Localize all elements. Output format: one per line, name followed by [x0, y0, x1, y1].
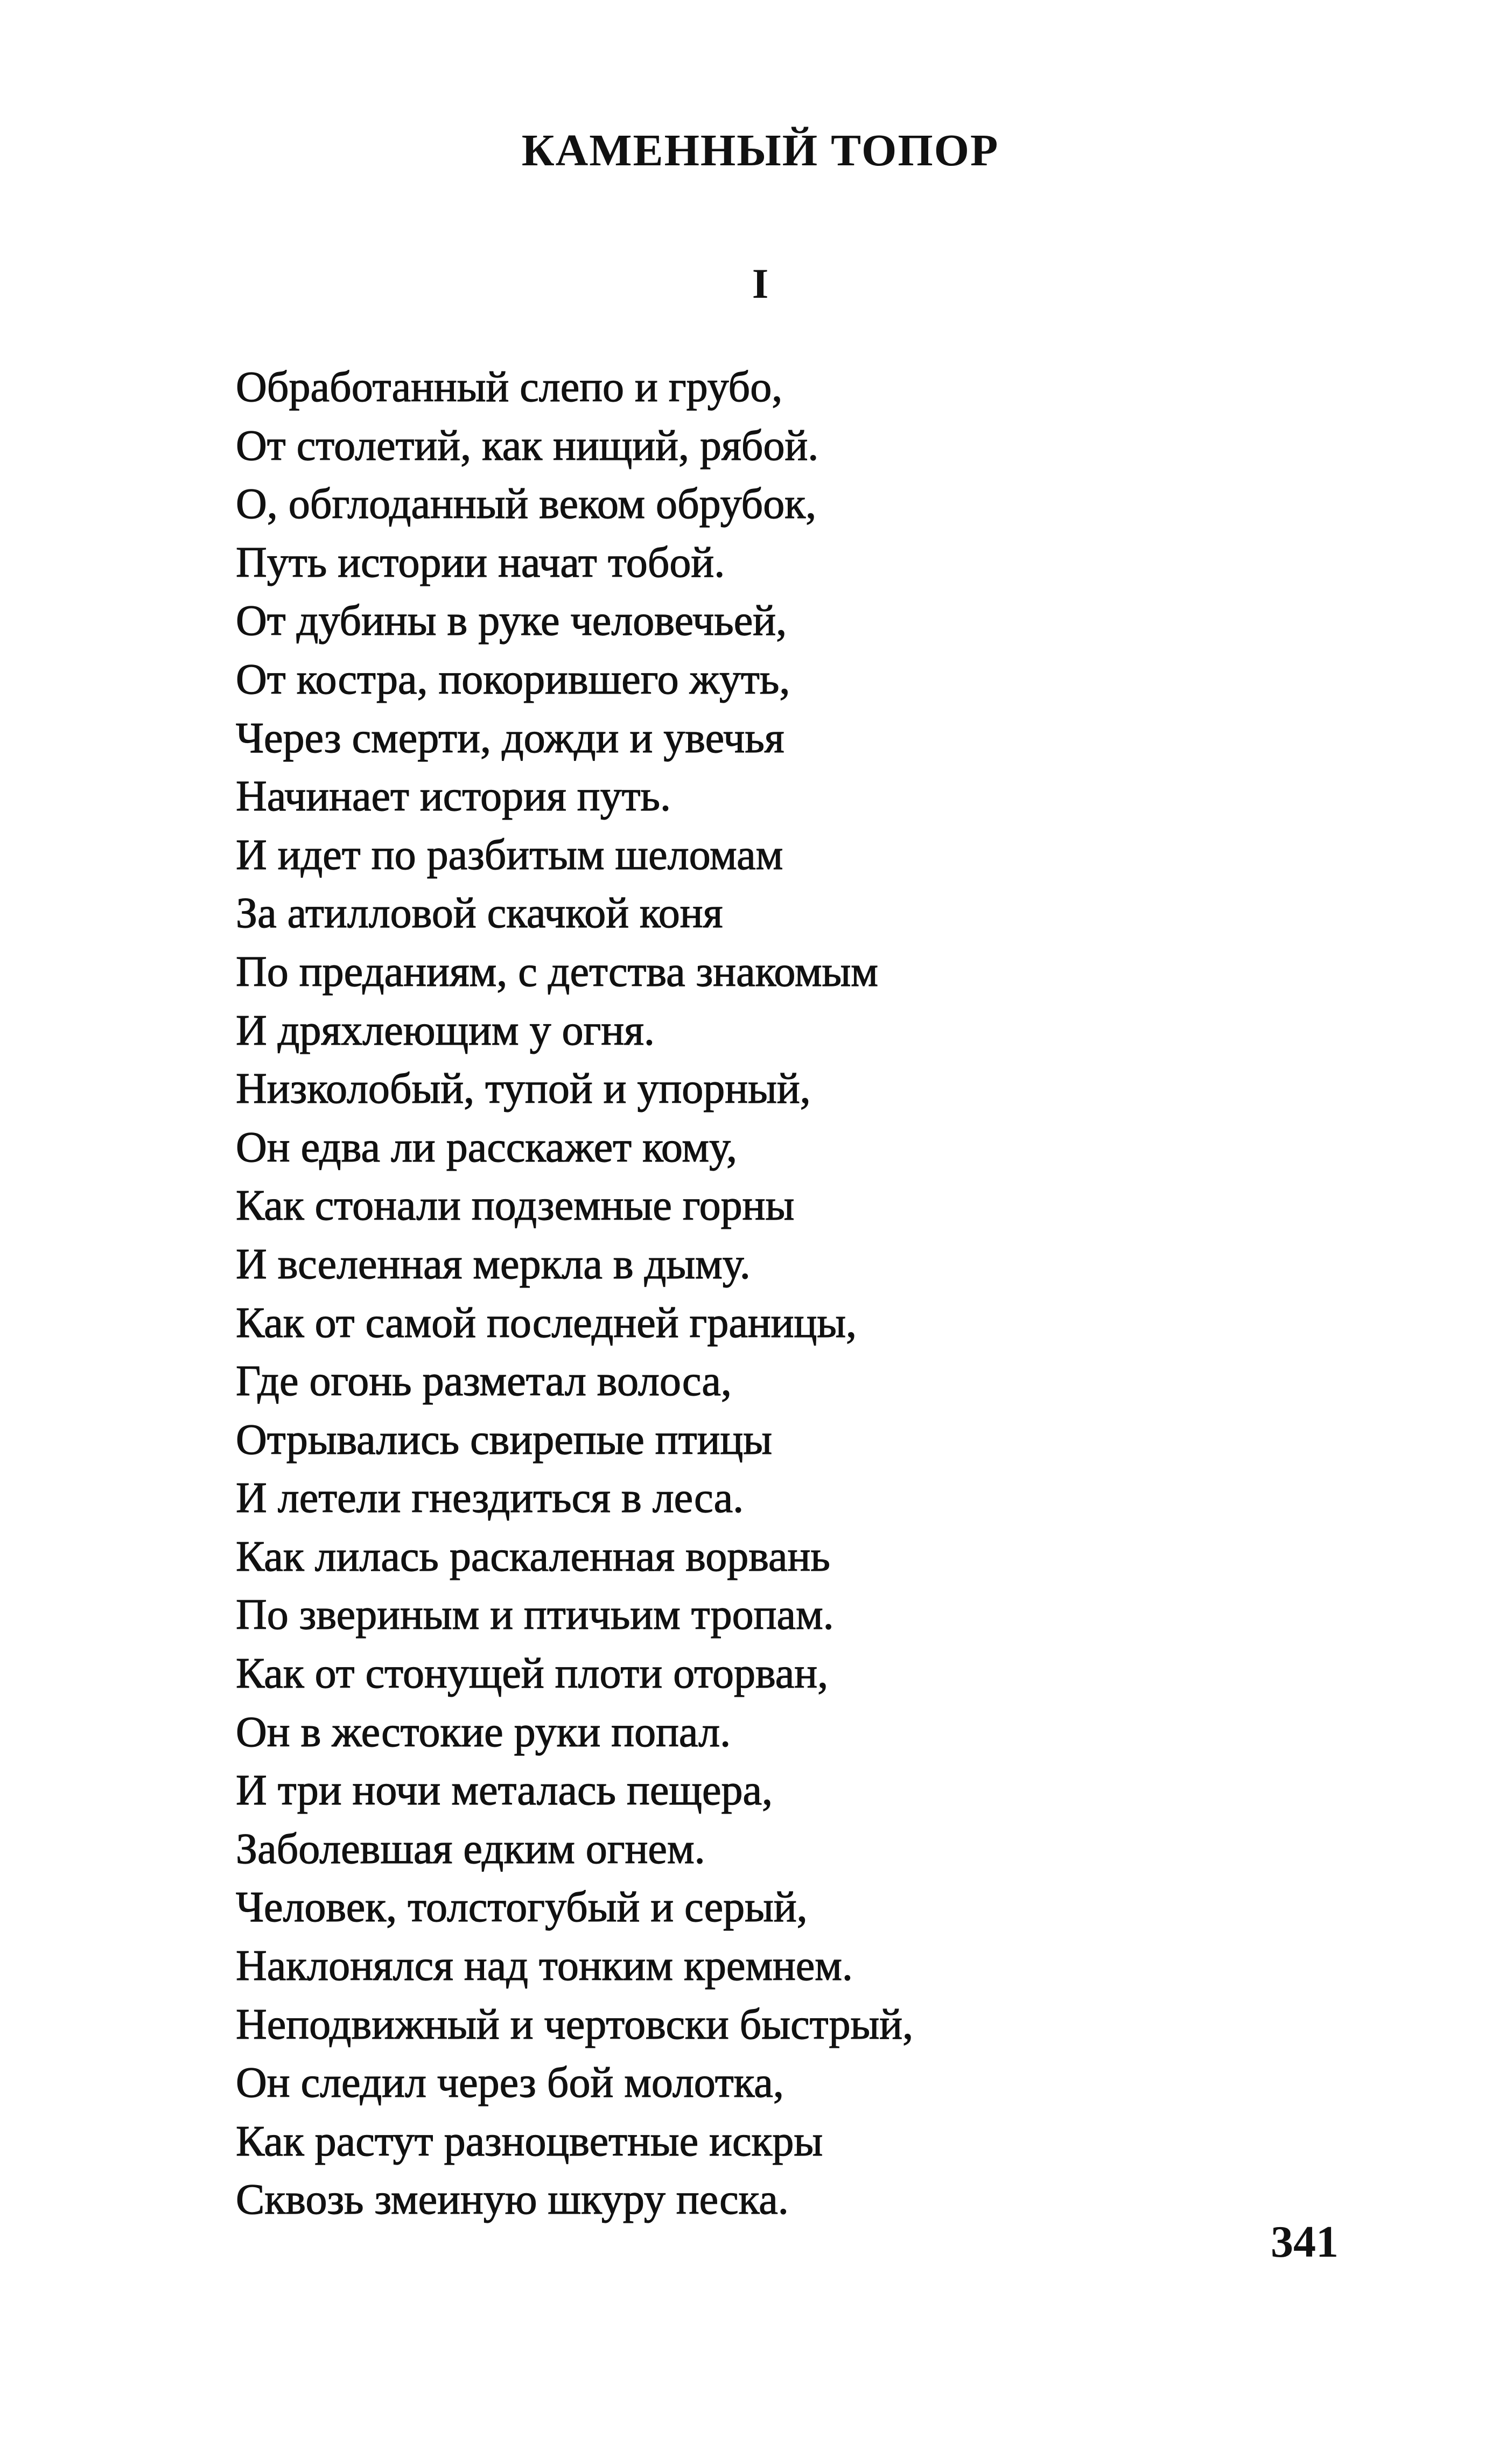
section-number: I — [752, 260, 769, 307]
poem-line: Как от самой последней границы, — [236, 1299, 857, 1347]
poem-line: Начинает история путь. — [236, 773, 671, 821]
poem-line: И дряхлеющим у огня. — [236, 1006, 655, 1054]
poem-line: От столетий, как нищий, рябой. — [236, 422, 819, 470]
poem-line: За атилловой скачкой коня — [236, 890, 723, 937]
poem-line: Он следил через бой молотка, — [236, 2059, 784, 2107]
poem-line: Как от стонущей плоти оторван, — [236, 1650, 829, 1698]
poem-line: Низколобый, тупой и упорный, — [236, 1065, 811, 1113]
poem-line: Через смерти, дожди и увечья — [236, 714, 784, 762]
page-number: 341 — [1271, 2217, 1339, 2267]
poem-line: Как растут разноцветные искры — [236, 2117, 823, 2165]
poem-line: По преданиям, с детства знакомым — [236, 948, 878, 996]
poem-line: Наклонялся над тонким кремнем. — [236, 1942, 853, 1990]
poem-line: И идет по разбитым шеломам — [236, 831, 783, 879]
poem-line: О, обглоданный веком обрубок, — [236, 480, 817, 528]
poem-line: По звериным и птичьим тропам. — [236, 1591, 834, 1639]
poem-line: Он едва ли расскажет кому, — [236, 1123, 737, 1171]
poem-line: Где огонь разметал волоса, — [236, 1357, 732, 1405]
poem-line: Заболевшая едким огнем. — [236, 1825, 705, 1873]
poem-line: Путь истории начат тобой. — [236, 538, 725, 586]
poem-line: Он в жестокие руки попал. — [236, 1708, 731, 1756]
poem-title: КАМЕННЫЙ ТОПОР — [521, 125, 999, 176]
poem-line: Человек, толстогубый и серый, — [236, 1884, 808, 1931]
poem-line: И три ночи металась пещера, — [236, 1767, 773, 1815]
poem-line: Сквозь змеиную шкуру песка. — [236, 2176, 789, 2224]
poem-line: Как лилась раскаленная ворвань — [236, 1532, 830, 1580]
poem-line: От костра, покорившего жуть, — [236, 655, 790, 703]
poem-line: Отрывались свирепые птицы — [236, 1416, 772, 1464]
poem-line: И вселенная меркла в дыму. — [236, 1240, 751, 1288]
poem-line: Неподвижный и чертовски быстрый, — [236, 2000, 914, 2048]
poem-line: Как стонали подземные горны — [236, 1182, 795, 1230]
poem-body — [236, 358, 913, 2229]
poem-line: И летели гнездиться в леса. — [236, 1474, 744, 1522]
poem-line: Обработанный слепо и грубо, — [236, 363, 783, 411]
poem-line: От дубины в руке человечьей, — [236, 597, 787, 645]
